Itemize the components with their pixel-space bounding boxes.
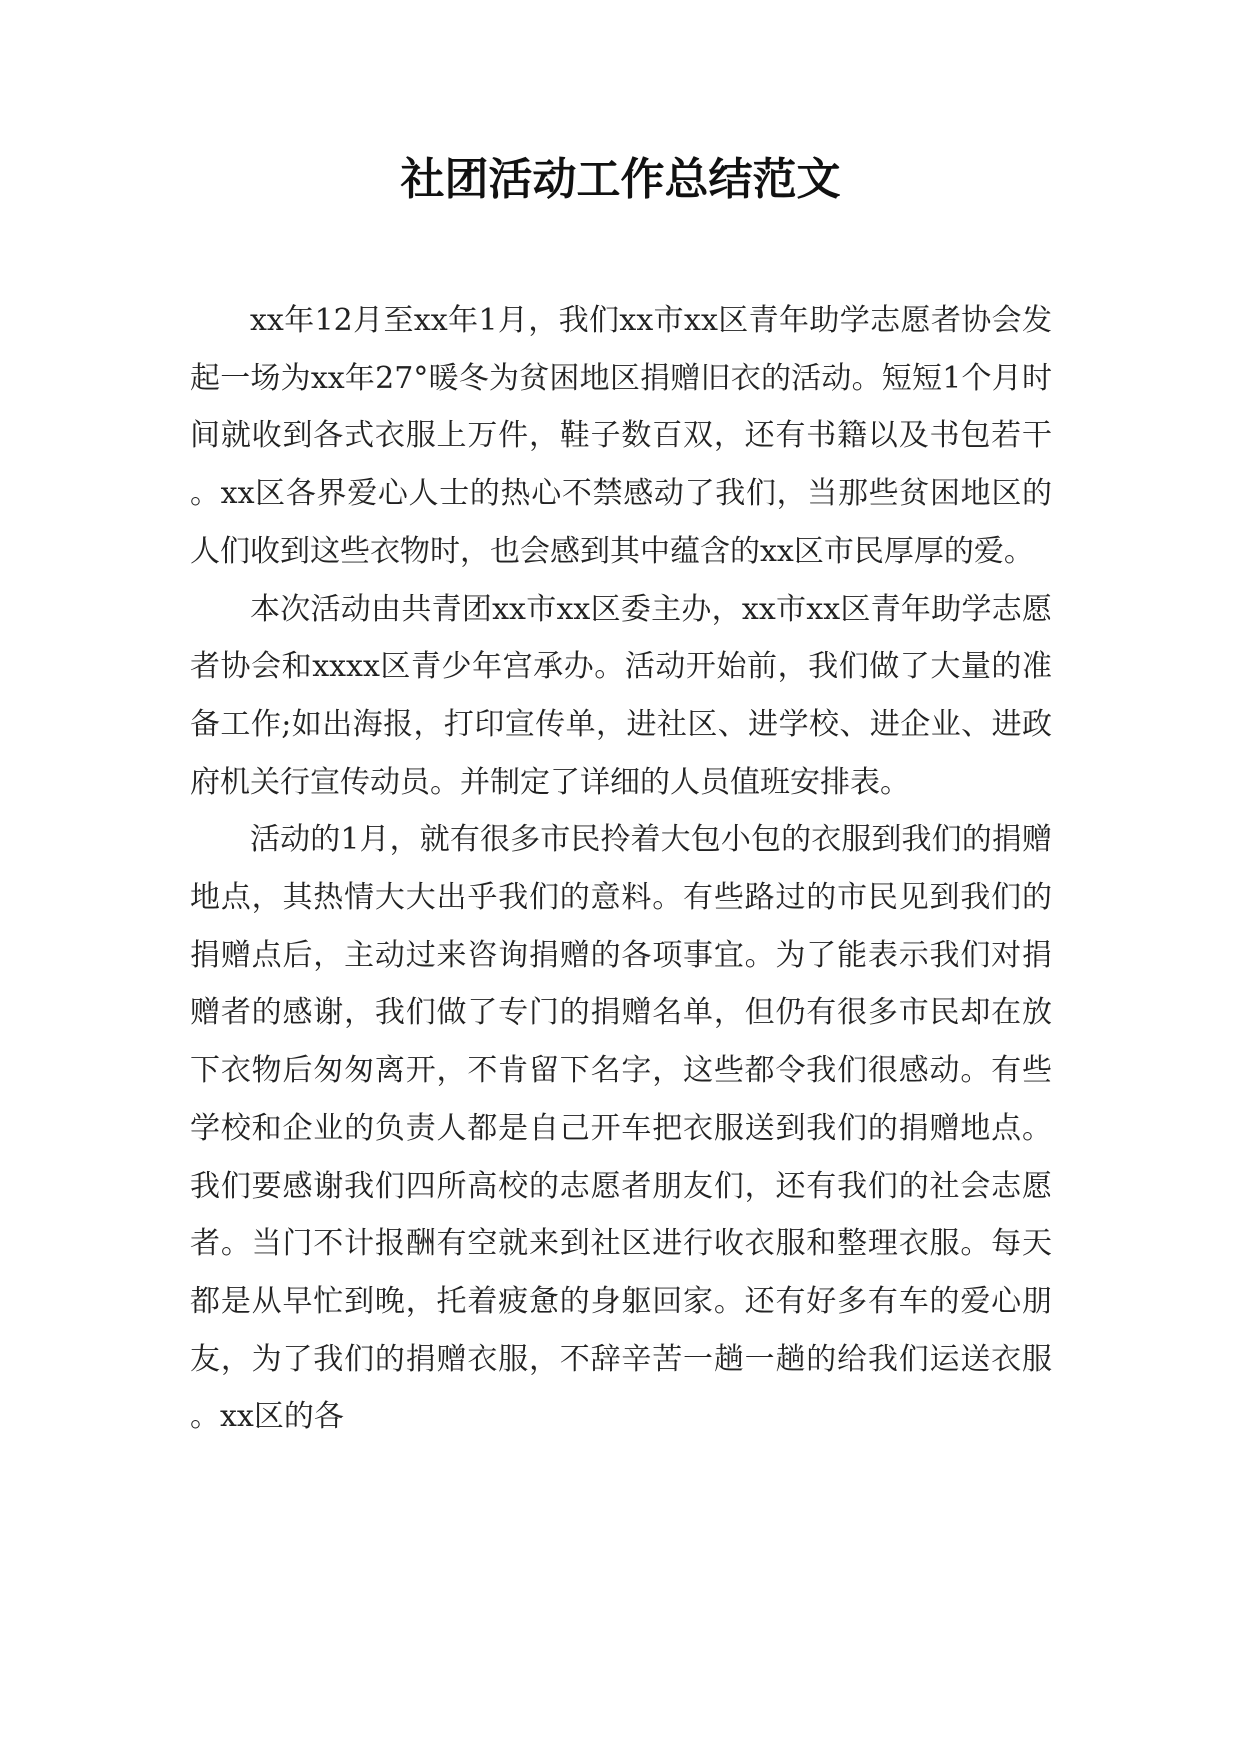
paragraph-1: xx年12月至xx年1月，我们xx市xx区青年助学志愿者协会发起一场为xx年27°暖冬为贫困地区捐赠旧衣的活动。短短1个月时间就收到各式衣服上万件，鞋子数百双，还有书籍以及书包若干。xx区各界爱心人士的热心不禁感动了我们，当那些贫困地区的人们收到这些衣物时，也会感到其中蕴含的xx区市民厚厚的爱。: [190, 303, 1052, 569]
document-body: [190, 292, 1052, 1446]
document-title: 社团活动工作总结范文: [400, 154, 841, 205]
paragraph-2: 本次活动由共青团xx市xx区委主办，xx市xx区青年助学志愿者协会和xxxx区青少年宫承办。活动开始前，我们做了大量的准备工作;如出海报，打印宣传单，进社区、进学校、进企业、进政府机关行宣传动员。并制定了详细的人员值班安排表。: [190, 591, 1052, 800]
paragraph-3: 活动的1月，就有很多市民拎着大包小包的衣服到我们的捐赠地点，其热情大大出乎我们的意料。有些路过的市民见到我们的捐赠点后，主动过来咨询捐赠的各项事宜。为了能表示我们对捐赠者的感谢，我们做了专门的捐赠名单，但仍有很多市民却在放下衣物后匆匆离开，不肯留下名字，这些都令我们很感动。有些学校和企业的负责人都是自己开车把衣服送到我们的捐赠地点。我们要感谢我们四所高校的志愿者朋友们，还有我们的社会志愿者。当门不计报酬有空就来到社区进行收衣服和整理衣服。每天都是从早忙到晚，托着疲惫的身躯回家。还有好多有车的爱心朋友，为了我们的捐赠衣服，不辞辛苦一趟一趟的给我们运送衣服。xx区的各: [190, 822, 1052, 1435]
